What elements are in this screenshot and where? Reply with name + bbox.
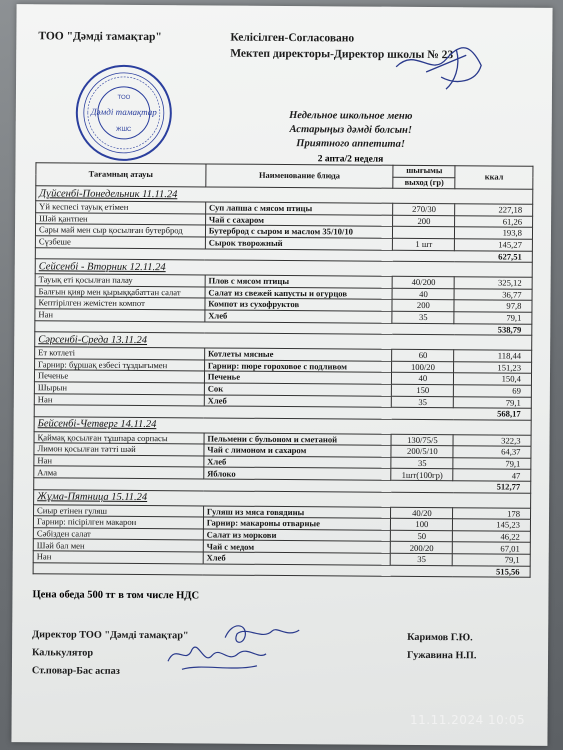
dish-name-ru: Хлеб bbox=[204, 394, 392, 407]
dish-kcal: 47 bbox=[453, 469, 531, 481]
dish-name-kz: Нан bbox=[34, 455, 204, 468]
dish-name-kz: Лимон қосылған тәтті шәй bbox=[34, 443, 204, 456]
dish-name-kz: Үй кеспесі тауық етімен bbox=[36, 201, 206, 214]
dish-kcal: 325,12 bbox=[454, 277, 532, 289]
day-total-row bbox=[33, 562, 530, 577]
dish-name-kz: Алма bbox=[34, 466, 204, 479]
dish-name-ru: Салат из свежей капусты и огурцов bbox=[205, 287, 393, 300]
dish-name-ru: Гуляш из мяса говядины bbox=[203, 506, 391, 519]
dish-kcal: 227,18 bbox=[455, 204, 533, 216]
dish-name-ru: Суп лапша с мясом птицы bbox=[205, 202, 393, 215]
dish-name-ru: Сок bbox=[204, 383, 392, 396]
dish-kcal: 151,23 bbox=[454, 361, 532, 373]
dish-name-ru: Плов с мясом птицы bbox=[205, 275, 393, 288]
header-yield: шығымы bbox=[393, 165, 455, 177]
dish-kcal: 322,3 bbox=[453, 434, 531, 446]
svg-text:ЖШС: ЖШС bbox=[115, 126, 132, 133]
director-label: Мектеп директоры-Директор школы № 23 bbox=[230, 47, 454, 62]
dish-name-ru: Яблоко bbox=[204, 467, 392, 480]
dish-name-kz: Сиыр етінен гуляш bbox=[34, 504, 204, 517]
calculator-label: Калькулятор bbox=[32, 647, 94, 659]
day-total-kcal: 568,17 bbox=[34, 405, 531, 420]
director-signature-top bbox=[386, 37, 496, 93]
price-note: Цена обеда 500 тг в том числе НДС bbox=[32, 589, 200, 602]
dish-name-kz: Тауық еті қосылған палау bbox=[35, 274, 205, 287]
menu-title-kz: Астарыңыз дәмді болсын! bbox=[289, 124, 412, 136]
day-total-kcal: 627,51 bbox=[35, 247, 532, 262]
dish-name-kz: Қаймақ қосылған тұшпара сорпасы bbox=[34, 431, 204, 444]
dish-yield: 40/200 bbox=[393, 276, 455, 288]
dish-kcal: 61,26 bbox=[455, 215, 533, 227]
dish-kcal: 69 bbox=[454, 385, 532, 397]
calculator-name: Гужавина Н.П. bbox=[407, 649, 477, 662]
dish-name-kz: Гарнир: пісірілген макарон bbox=[33, 516, 203, 529]
dish-kcal: 118,44 bbox=[454, 350, 532, 362]
dish-name-kz: Сары май мен сыр қосылған бутерброд bbox=[35, 224, 205, 237]
dish-kcal: 97,8 bbox=[454, 300, 532, 312]
menu-body bbox=[33, 186, 533, 577]
dish-yield: 50 bbox=[391, 530, 453, 542]
dish-kcal: 36,77 bbox=[454, 288, 532, 300]
dish-name-ru: Хлеб bbox=[203, 552, 391, 565]
svg-text:ТОО: ТОО bbox=[117, 94, 131, 101]
day-total-kcal: 538,79 bbox=[35, 320, 532, 335]
dish-yield: 100/20 bbox=[392, 361, 454, 373]
dish-kcal: 79,1 bbox=[453, 554, 531, 566]
dish-name-kz: Кептірілген жемістен компот bbox=[35, 297, 205, 310]
cook-label: Ст.повар-Бас аспаз bbox=[31, 665, 120, 677]
svg-text:Дәмді тамақтар: Дәмді тамақтар bbox=[90, 106, 157, 118]
dish-yield bbox=[393, 227, 455, 239]
header-kz: Тағамның атауы bbox=[36, 163, 206, 187]
dish-kcal: 67,01 bbox=[453, 542, 531, 554]
dish-yield: 150 bbox=[392, 384, 454, 396]
dish-yield: 40/20 bbox=[391, 507, 453, 519]
dish-yield: 35 bbox=[392, 311, 454, 323]
calculator-signature bbox=[162, 635, 272, 678]
company-stamp bbox=[73, 63, 174, 164]
dish-name-kz: Балғын қияр мен қырыққабаттан салат bbox=[35, 286, 205, 299]
dish-yield: 40 bbox=[392, 288, 454, 300]
menu-title-ru: Недельное школьное меню bbox=[289, 110, 413, 122]
dish-name-ru: Салат из моркови bbox=[203, 529, 391, 542]
dish-kcal: 79,1 bbox=[454, 312, 532, 324]
dish-yield: 35 bbox=[391, 457, 453, 469]
photo-timestamp: 11.11.2024 10:05 bbox=[410, 713, 526, 727]
dish-name-kz: Нан bbox=[33, 551, 203, 564]
dish-name-ru: Хлеб bbox=[204, 456, 392, 469]
menu-document bbox=[11, 4, 552, 746]
dish-name-ru: Хлеб bbox=[205, 310, 393, 323]
company-name: ТОО "Дәмді тамақтар" bbox=[38, 30, 162, 44]
dish-name-kz: Шырын bbox=[34, 382, 204, 395]
day-title: Бейсенбі-Четверг 14.11.24 bbox=[34, 416, 531, 434]
day-title: Дүйсенбі-Понедельник 11.11.24 bbox=[36, 186, 533, 204]
header-yield-gr: выход (гр) bbox=[393, 177, 455, 189]
director-sign-name: Каримов Г.Ю. bbox=[407, 631, 473, 644]
dish-name-ru: Котлеты мясные bbox=[204, 348, 392, 361]
director-sign-label: Директор ТОО "Дәмді тамақтар" bbox=[32, 629, 189, 642]
dish-name-ru: Чай с лимоном и сахаром bbox=[204, 444, 392, 457]
dish-name-ru: Компот из сухофруктов bbox=[205, 298, 393, 311]
dish-kcal: 79,1 bbox=[454, 396, 532, 408]
header-ru: Наименование блюда bbox=[206, 164, 394, 188]
dish-kcal: 64,37 bbox=[453, 446, 531, 458]
dish-name-ru: Сырок творожный bbox=[205, 237, 393, 250]
day-total-kcal: 515,56 bbox=[33, 562, 530, 577]
dish-yield: 270/30 bbox=[393, 203, 455, 215]
dish-name-kz: Гарнир: бұршақ езбесі тұздығымен bbox=[35, 358, 205, 371]
dish-name-ru: Пельмени с бульоном и сметаной bbox=[204, 433, 392, 446]
dish-name-kz: Нан bbox=[34, 393, 204, 406]
dish-name-ru: Чай с сахаром bbox=[205, 214, 393, 227]
dish-yield: 200 bbox=[393, 215, 455, 227]
day-title: Сәрсенбі-Среда 13.11.24 bbox=[35, 332, 532, 350]
menu-table bbox=[33, 162, 534, 578]
dish-kcal: 145,23 bbox=[453, 519, 531, 531]
dish-yield: 60 bbox=[392, 349, 454, 361]
dish-kcal: 150,4 bbox=[454, 373, 532, 385]
day-title: Сейсенбі - Вторник 12.11.24 bbox=[35, 259, 532, 277]
dish-yield: 35 bbox=[391, 553, 453, 565]
dish-name-ru: Бутерброд с сыром и маслом 35/10/10 bbox=[205, 225, 393, 238]
dish-yield: 200/5/10 bbox=[391, 446, 453, 458]
dish-yield: 1шт(100гр) bbox=[391, 469, 453, 481]
dish-kcal: 79,1 bbox=[453, 458, 531, 470]
dish-name-ru: Чай с медом bbox=[203, 540, 391, 553]
header-kcal: ккал bbox=[455, 166, 533, 190]
dish-yield: 35 bbox=[392, 396, 454, 408]
dish-name-kz: Сүзбеше bbox=[35, 236, 205, 249]
dish-name-kz: Нан bbox=[35, 309, 205, 322]
week-label: 2 апта/2 неделя bbox=[317, 154, 384, 165]
dish-name-kz: Шәй қантпен bbox=[36, 213, 206, 226]
dish-kcal: 145,27 bbox=[455, 239, 533, 251]
dish-name-ru: Печенье bbox=[204, 371, 392, 384]
dish-name-ru: Гарнир: пюре гороховое с подливом bbox=[204, 360, 392, 373]
dish-yield: 130/75/5 bbox=[391, 434, 453, 446]
approval-label: Келісілген-Согласовано bbox=[230, 31, 355, 45]
dish-yield: 40 bbox=[392, 373, 454, 385]
dish-yield: 1 шт bbox=[393, 238, 455, 250]
dish-yield: 200 bbox=[392, 300, 454, 312]
dish-yield: 200/20 bbox=[391, 542, 453, 554]
dish-name-kz: Сәбізден салат bbox=[33, 528, 203, 541]
menu-title-appetite: Приятного аппетита! bbox=[296, 138, 405, 150]
dish-name-kz: Шәй бал мен bbox=[33, 539, 203, 552]
dish-kcal: 193,8 bbox=[455, 227, 533, 239]
day-title: Жұма-Пятница 15.11.24 bbox=[34, 489, 531, 507]
dish-yield: 100 bbox=[391, 519, 453, 531]
day-total-kcal: 512,77 bbox=[34, 478, 531, 493]
dish-name-kz: Ет котлеті bbox=[35, 347, 205, 360]
dish-name-ru: Гарнир: макароны отварные bbox=[203, 517, 391, 530]
dish-kcal: 46,22 bbox=[453, 531, 531, 543]
dish-name-kz: Печенье bbox=[34, 370, 204, 383]
dish-kcal: 178 bbox=[453, 507, 531, 519]
